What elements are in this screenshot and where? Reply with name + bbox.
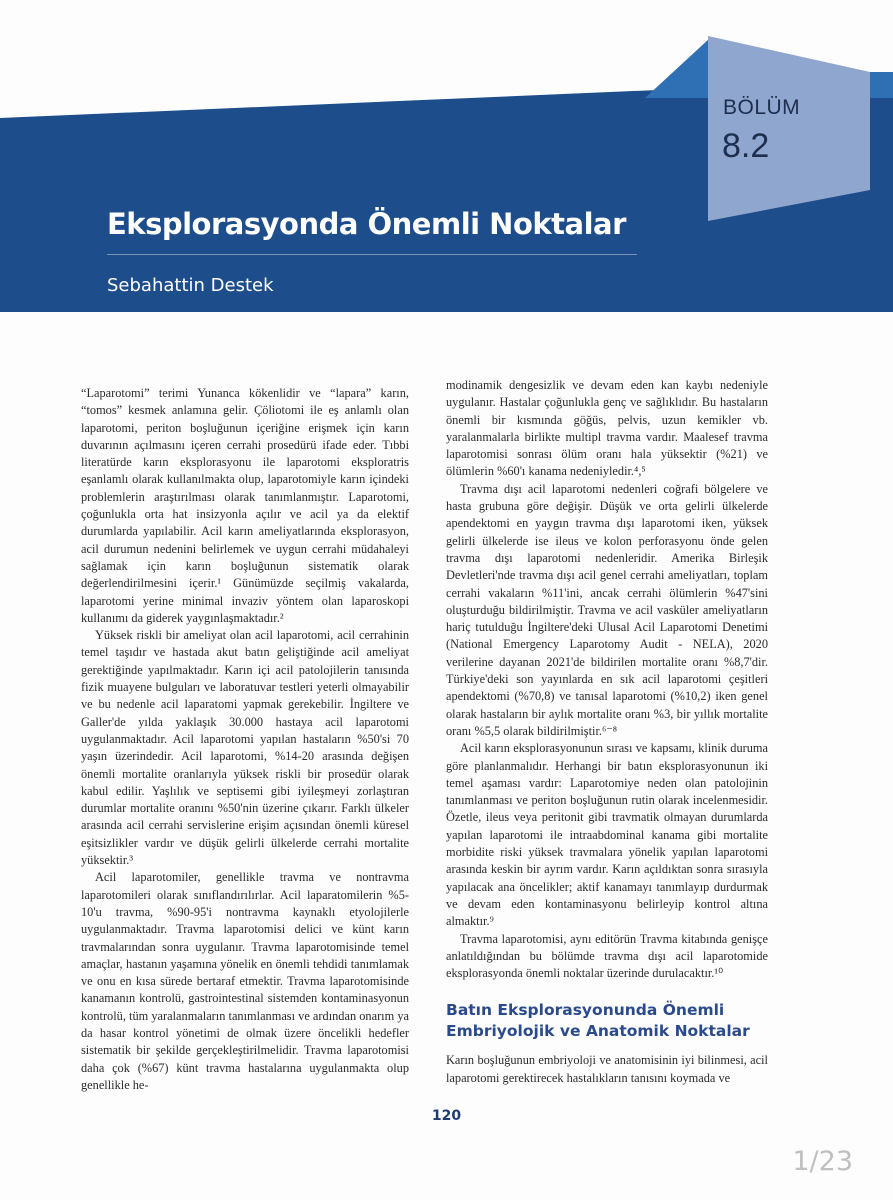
paragraph: Karın boşluğunun embriyoloji ve anatomisinin iyi bilinmesi, acil laparotomi gerektirecek hastalıkların tanısını koymada ve <box>446 1053 768 1085</box>
section-heading: Batın Eksplorasyonunda Önemli Embriyolojik ve Anatomik Noktalar <box>446 1001 750 1041</box>
chapter-label: BÖLÜM <box>723 96 801 119</box>
paragraph: Acil laparotomiler, genellikle travma ve nontravma laparotomileri olarak sınıflandırılırlar. Acil laparatomilerin %5-10'u travma, %90-95'i nontravma kaynaklı etyolojilerle uygulanmaktadır. Travma laparotomisi delici ve künt karın travmalarından sonra uygulanır. Travma laparotomisinde temel amaçlar, hastanın yaşamına yönelik en önemli tehdidi tanımlamak ve onu en kısa sürede bertaraf etmektir. Travma laparotomisinde kanamanın kontrolü, gastrointestinal sistemden kontaminasyonun kontrolü, tüm yaralanmaların tanımlanması ve ardından onarım ya da hasar kontrol yönetimi de olmak üzere öncelikli hedefler sistematik bir şekilde gerçekleştirilmelidir. Travma laparotomisi daha çok (%67) künt travma hastalarına uygulanmakta olup genellikle he- <box>81 870 409 1092</box>
author-name: Sebahattin Destek <box>107 275 274 296</box>
chapter-number: 8.2 <box>722 127 770 165</box>
banner-accent-tab <box>645 38 710 98</box>
title-divider <box>107 254 637 255</box>
paragraph: Yüksek riskli bir ameliyat olan acil laparotomi, acil cerrahinin temel taşıdır ve hastada akut batın geliştiğinde acil ameliyat gerektiğinde yapılmaktadır. Karın içi acil patolojilerin tanısında fizik muayene bulguları ve laboratuvar testleri yeterli olmayabilir ve bu nedenle acil laparatomi yapmak gerekebilir. İngiltere ve Galler'de yılda yaklaşık 30.000 hastaya acil laparotomi uygulanmaktadır. Acil laparotomi yapılan hastaların %50'si 70 yaşın üzerindedir. Acil laparotomi, %14-20 arasında değişen önemli mortalite oranlarıyla yüksek riskli bir prosedür olarak kabul edilir. Yaşlılık ve septisemi gibi iyileşmeyi zorlaştıran durumlar mortalite oranını %50'nin üzerine çıkarır. Farklı ülkeler arasında acil cerrahi servislerine erişim açısından önemli küresel eşitsizlikler vardır ve düşük gelirli ülkelerde cerrahi mortalite yüksektir.³ <box>81 628 409 868</box>
banner-right-strip <box>870 72 893 98</box>
paragraph: Acil karın eksplorasyonunun sırası ve kapsamı, klinik duruma göre planlanmalıdır. Herhangi bir batın eksplorasyonunun iki temel aşaması vardır: Laparotomiye neden olan patolojinin tanımlanması ve periton boşluğunun rutin olarak incelenmesidir. Özetle, ileus veya peritonit gibi travmatik olmayan durumlarda yapılan laparotomi ile intraabdominal kanama gibi mortalite morbidite riski yüksek travmalara yönelik yapılan laparotomi arasında keskin bir ayrım vardır. Karın açıldıktan sonra sırasıyla yapılacak ana öncelikler; aktif kanamayı tanımlayıp durdurmak ve devam eden kontaminasyonu belirleyip kontrol altına almaktır.⁹ <box>446 741 768 929</box>
paragraph: modinamik dengesizlik ve devam eden kan kaybı nedeniyle uygulanır. Hastalar çoğunlukla genç ve sağlıklıdır. Bu hastaların önemli bir kısmında göğüs, pelvis, uzun kemikler vb. yaralanmalarla birlikte multipl travma vardır. Maalesef travma laparotomisi sonrası ölüm oranı hala yüksektir (%21) ve ölümlerin %60'ı kanama nedeniyledir.⁴,⁵ <box>446 378 768 479</box>
page-indicator: 1/23 <box>792 1146 853 1177</box>
chapter-title: Eksplorasyonda Önemli Noktalar <box>107 207 626 241</box>
paragraph: Travma dışı acil laparotomi nedenleri coğrafi bölgelere ve hasta grubuna göre değişir. Düşük ve orta gelirli ülkelerde apendektomi en yaygın travma dışı laparotomi iken, yüksek gelirli ülkelerde ise ileus ve kolon perforasyonu önde gelen travma dışı laparotomi nedenleridir. Amerika Birleşik Devletleri'nde travma dışı acil genel cerrahi ameliyatları, toplam cerrahi vakaların %11'ini, ancak cerrahi ölümlerin %47'sini oluşturduğu bildirilmiştir. Travma ve acil vasküler ameliyatların hariç tutulduğu İngiltere'deki Ulusal Acil Laparotomi Denetimi (National Emergency Laparotomy Audit - NELA), 2020 verilerine dayanan 2021'de bildirilen mortalite oranı %8,7'dir. Türkiye'deki son yayınlarda en sık acil laparotomi çeşitleri apendektomi (%70,8) ve tanısal laparotomi (%10,2) iken genel olarak hastaların bir aylık mortalite oranı %3, bir yıllık mortalite oranı %5,5 olarak bildirilmiştir.⁶⁻⁸ <box>446 481 768 738</box>
right-column <box>446 377 768 1087</box>
page-number: 120 <box>431 1108 462 1124</box>
left-column <box>81 385 409 1094</box>
paragraph: Travma laparotomisi, aynı editörün Travma kitabında genişçe anlatıldığından bu bölümde travma dışı acil laparotomide eksplorasyonda önemli noktalar üzerinde durulacaktır.¹⁰ <box>446 931 768 981</box>
paragraph: “Laparotomi” terimi Yunanca kökenlidir ve “lapara” karın, “tomos” kesmek anlamına gelir. Çöliotomi ile eş anlamlı olan laparotomi, periton boşluğunun içeriğine erişmek için karın duvarının açılmasını içeren cerrahi prosedürü ifade eder. Tıbbi literatürde karın eksplorasyonu ile laparotomi eksploratris eşanlamlı olarak kullanılmakta olup, laparotomiyle karın içindeki problemlerin araştırılması olarak tanımlanmıştır. Laparotomi, çoğunlukla orta hat insizyonla açılır ve acil ya da elektif durumlarda yapılabilir. Acil karın ameliyatlarında eksplorasyon, acil durumun nedenini belirlemek ve uygun cerrahi müdahaleyi sağlamak için karın boşluğunun sistematik olarak değerlendirilmesini içerir.¹ Günümüzde seçilmiş vakalarda, laparotomi yerine minimal invaziv yöntem olan laparoskopi kullanımı da giderek yaygınlaşmaktadır.² <box>81 386 409 625</box>
